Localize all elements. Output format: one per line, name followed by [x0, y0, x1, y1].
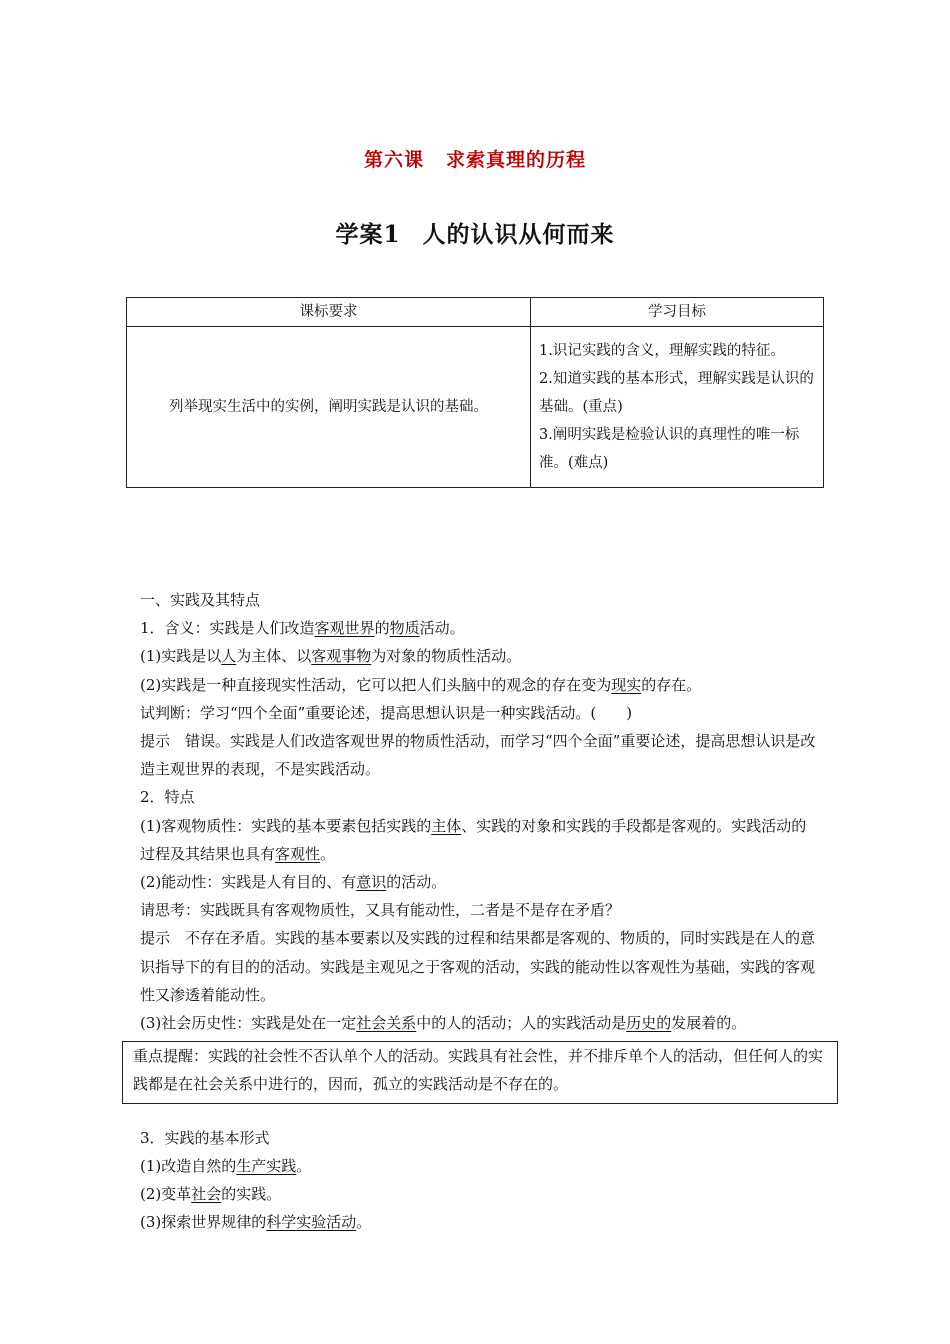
point-1: (1)实践是以人为主体、以客观事物为对象的物质性活动。 — [140, 647, 522, 666]
standard-cell: 列举现实生活中的实例，阐明实践是认识的基础。 — [127, 327, 531, 488]
goal-item: 3.阐明实践是检验认识的真理性的唯一标准。(难点) — [539, 427, 800, 471]
hint-1: 提示 错误。实践是人们改造客观世界的物质性活动，而学习“四个全面”重要论述，提高思想认识是改造主观世界的表现，不是实践活动。 — [140, 732, 816, 779]
key-reminder-box — [122, 1041, 838, 1103]
definition: 1．含义：实践是人们改造客观世界的物质活动。 — [140, 619, 465, 638]
key-reminder-text: 重点提醒：实践的社会性不否认单个人的活动。实践具有社会性，并不排斥单个人的活动，但任何人的实践都是在社会关系中进行的，因而，孤立的实践活动是不存在的。 — [133, 1047, 824, 1094]
goals-cell — [531, 327, 824, 488]
chapter-number: 第六课 — [363, 149, 424, 171]
table-header-goals: 学习目标 — [531, 298, 824, 327]
requirements-table — [126, 297, 824, 488]
chapter-name: 求索真理的历程 — [446, 149, 587, 171]
hint-2: 提示 不存在矛盾。实践的基本要素以及实践的过程和结果都是客观的、物质的，同时实践是在人的意识指导下的有目的的活动。实践是主观见之于客观的活动，实践的能动性以客观性为基础，实践的客观性又渗透着能动性。 — [140, 929, 816, 1004]
chapter-title — [0, 145, 950, 172]
features-heading: 2．特点 — [140, 788, 195, 807]
think-question: 请思考：实践既具有客观物质性，又具有能动性，二者是不是存在矛盾？ — [140, 901, 621, 920]
point-2: (2)实践是一种直接现实性活动，它可以把人们头脑中的观念的存在变为现实的存在。 — [140, 675, 702, 694]
feature-1: (1)客观物质性：实践的基本要素包括实践的主体、实践的对象和实践的手段都是客观的。实践活动的过程及其结果也具有客观性。 — [140, 816, 807, 863]
forms-heading: 3．实践的基本形式 — [140, 1128, 270, 1147]
form-2: (2)变革社会的实践。 — [140, 1185, 282, 1204]
feature-3: (3)社会历史性：实践是处在一定社会关系中的人的活动；人的实践活动是历史的发展着的。 — [140, 1014, 747, 1033]
section-heading: 一、实践及其特点 — [140, 591, 261, 609]
goal-item: 1.识记实践的含义，理解实践的特征。 — [539, 343, 785, 359]
lesson-number: 学案1 — [335, 221, 401, 248]
form-3: (3)探索世界规律的科学实验活动。 — [140, 1213, 372, 1232]
lesson-title — [0, 216, 950, 249]
content — [133, 586, 824, 1236]
form-1: (1)改造自然的生产实践。 — [140, 1156, 312, 1175]
feature-2: (2)能动性：实践是人有目的、有意识的活动。 — [140, 873, 447, 892]
lesson-name: 人的认识从何而来 — [422, 221, 615, 248]
judge-question: 试判断：学习“四个全面”重要论述，提高思想认识是一种实践活动。( ) — [140, 703, 633, 722]
table-header-standard: 课标要求 — [127, 298, 531, 327]
goal-item: 2.知道实践的基本形式，理解实践是认识的基础。(重点) — [539, 371, 814, 415]
